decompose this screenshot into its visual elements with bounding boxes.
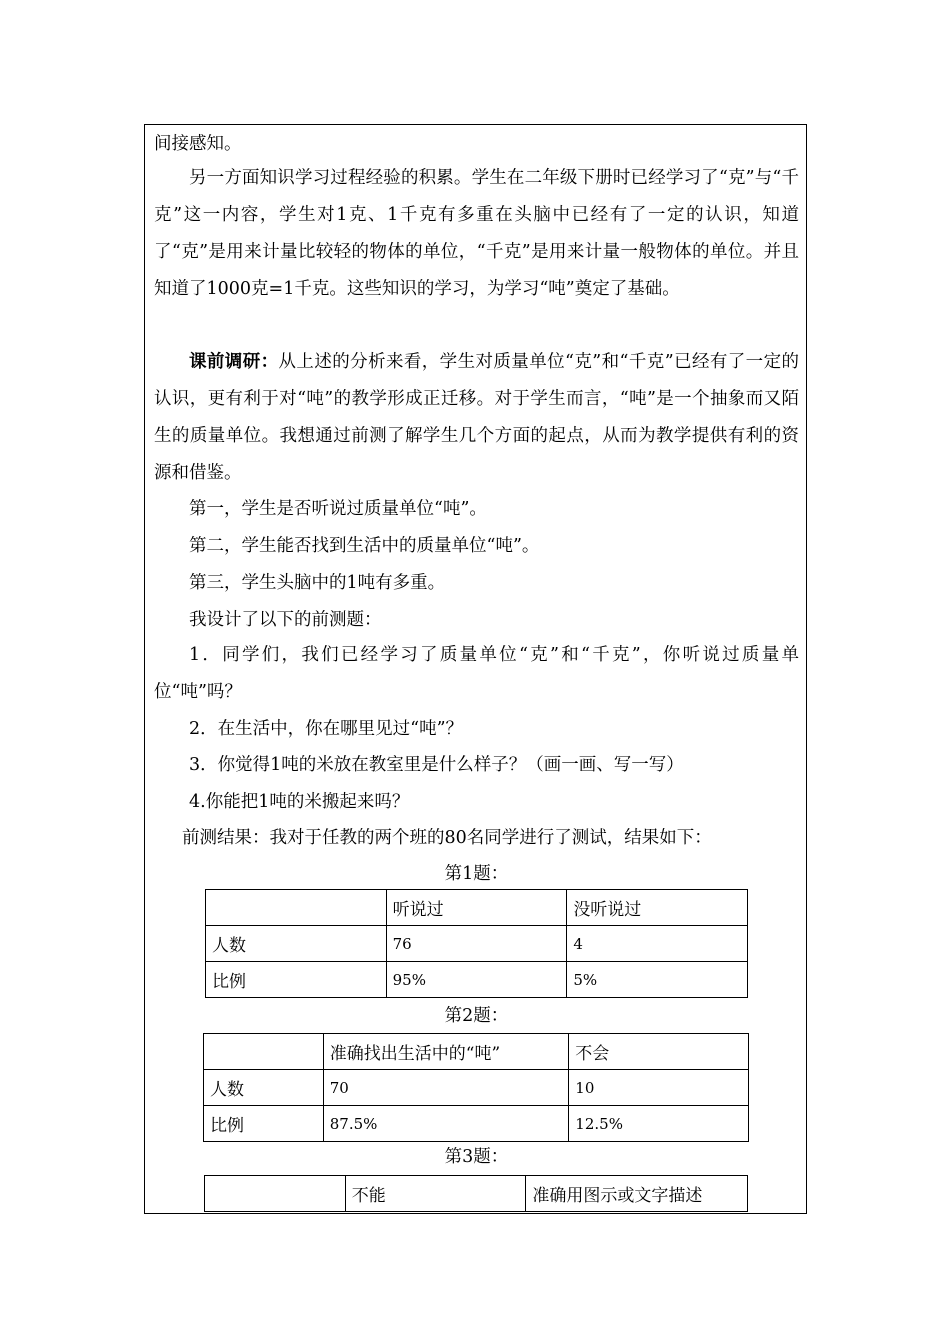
question-2: 2．在生活中，你在哪里见过“吨”？ (189, 719, 464, 739)
table1-caption: 第1题： (444, 864, 509, 884)
table-cell: 12.5% (569, 1106, 749, 1142)
paragraph-4: 第二，学生能否找到生活中的质量单位“吨”。 (189, 536, 540, 556)
table-cell: 人数 (206, 926, 387, 962)
table1 (205, 889, 748, 998)
table-cell: 比例 (206, 962, 387, 998)
result-summary: 前测结果：我对于任教的两个班的80名同学进行了测试，结果如下： (182, 828, 712, 848)
question-3: 3．你觉得1吨的米放在教室里是什么样子？（画一画、写一写） (189, 755, 684, 775)
paragraph-5: 第三，学生头脑中的1吨有多重。 (189, 573, 446, 593)
research-label: 课前调研： (189, 352, 279, 372)
table-cell: 4 (567, 926, 748, 962)
table-header-row (206, 890, 748, 926)
paragraph-1: 另一方面知识学习过程经验的积累。学生在二年级下册时已经学习了“克”与“千克”这一内容，学生对1克、1千克有多重在头脑中已经有了一定的认识，知道了“克”是用来计量比较轻的物体的单位，“千克”是用来计量一般物体的单位。并且知道了1000克=1千克。这些知识的学习，为学习“吨”奠定了基础。 (154, 168, 799, 299)
table2-caption: 第2题： (444, 1006, 509, 1026)
table-row (206, 926, 748, 962)
table-cell: 10 (569, 1070, 749, 1106)
table-header-row (205, 1176, 748, 1212)
table-header-row (204, 1034, 749, 1070)
paragraph-2 (154, 344, 799, 492)
table-cell: 5% (567, 962, 748, 998)
table-cell: 比例 (204, 1106, 324, 1142)
table-header-cell: 不会 (569, 1034, 749, 1070)
table-header-cell: 听说过 (386, 890, 567, 926)
table-header-cell (206, 890, 387, 926)
question-1: 1．同学们，我们已经学习了质量单位“克”和“千克”，你听说过质量单位“吨”吗？ (154, 645, 799, 702)
table-header-cell: 准确用图示或文字描述 (526, 1176, 748, 1212)
table-cell: 87.5% (323, 1106, 569, 1142)
table-header-cell: 准确找出生活中的“吨” (323, 1034, 569, 1070)
table3-caption: 第3题： (444, 1147, 509, 1167)
table-cell: 76 (386, 926, 567, 962)
table-header-cell: 不能 (345, 1176, 526, 1212)
table-cell: 95% (386, 962, 567, 998)
document-frame (144, 124, 807, 1214)
paragraph-3: 第一，学生是否听说过质量单位“吨”。 (189, 499, 487, 519)
table-row (206, 962, 748, 998)
table-header-cell (205, 1176, 346, 1212)
table-row (204, 1106, 749, 1142)
table-cell: 人数 (204, 1070, 324, 1106)
paragraph-6: 我设计了以下的前测题： (189, 610, 382, 630)
table3 (204, 1175, 748, 1212)
question-4: 4.你能把1吨的米搬起来吗？ (189, 792, 410, 812)
table2 (203, 1033, 749, 1142)
research-text: 从上述的分析来看，学生对质量单位“克”和“千克”已经有了一定的认识，更有利于对“吨”的教学形成正迁移。对于学生而言，“吨”是一个抽象而又陌生的质量单位。我想通过前测了解学生几个方面的起点，从而为教学提供有利的资源和借鉴。 (154, 352, 799, 483)
table-row (204, 1070, 749, 1106)
table-header-cell: 没听说过 (567, 890, 748, 926)
table-cell: 70 (323, 1070, 569, 1106)
table-header-cell (204, 1034, 324, 1070)
paragraph-0: 间接感知。 (154, 134, 242, 154)
